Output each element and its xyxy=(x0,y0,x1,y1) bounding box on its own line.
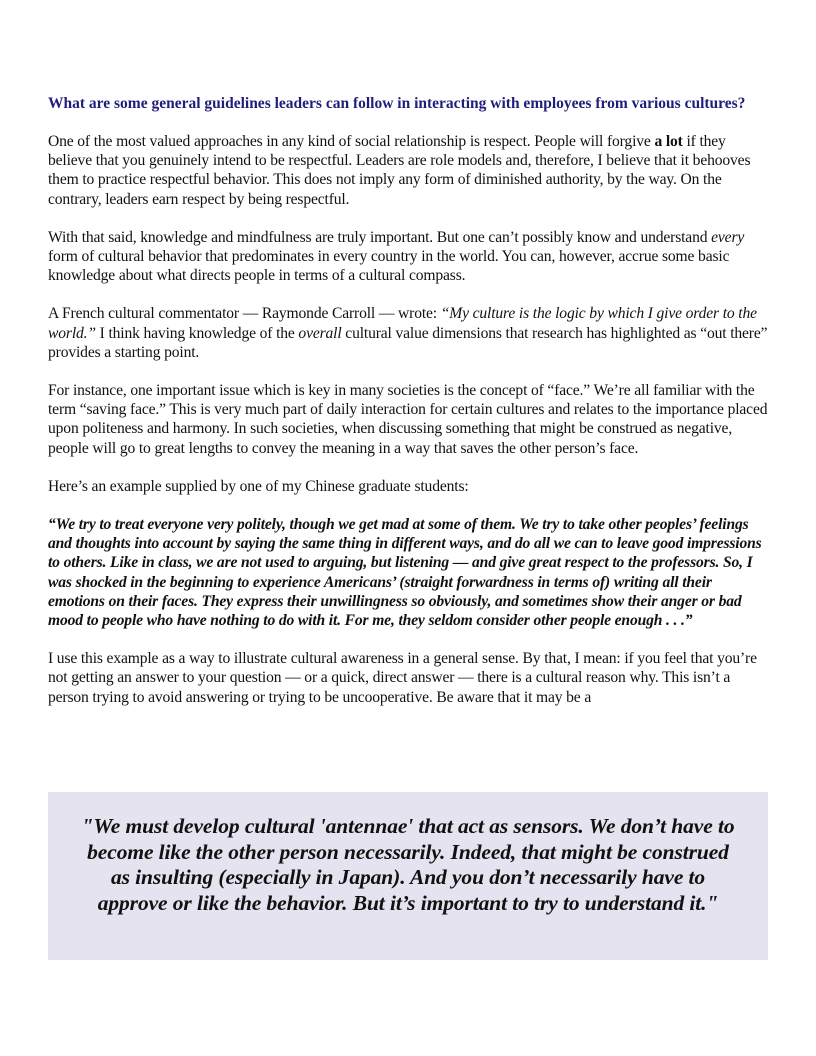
paragraph-knowledge xyxy=(48,228,768,286)
paragraph-respect-text-1: One of the most valued approaches in any kind of social relationship is respect. People will forgive xyxy=(48,133,655,150)
paragraph-knowledge-text-1: With that said, knowledge and mindfulness are truly important. But one can’t possibly know and understand xyxy=(48,228,712,246)
pull-quote-box xyxy=(48,792,768,960)
paragraph-example-intro: Here’s an example supplied by one of my Chinese graduate students: xyxy=(48,477,469,495)
carroll-quote: “My culture is the logic by which I give order to the world.” xyxy=(48,305,757,342)
paragraph-knowledge-text-2: form of cultural behavior that predominates in every country in the world. You can, however, accrue some basic knowledge about what directs people in terms of a cultural compass. xyxy=(48,248,730,285)
section-heading: What are some general guidelines leaders can follow in interacting with employees from various cultures? xyxy=(48,95,746,112)
student-quote: “We try to treat everyone very politely, though we get mad at some of them. We try to take other peoples’ feelings and thoughts into account by saying the same thing in different ways, and do all we can to leave good impressions to others. Like in class, we are not used to arguing, but listening — and give great respect to the professors. So, I was shocked in the beginning to experience Americans’ (straight forwardness in terms of) writing all their emotions on their faces. They express their unwillingness so obviously, and sometimes show their anger or bad mood to people who have nothing to do with it. For me, they seldom consider other people enough . . .” xyxy=(48,516,762,630)
paragraph-respect-text-2: if they believe that you genuinely intend to be respectful. Leaders are role models and, therefore, I believe that it behooves them to practice respectful behavior. This does not imply any form of diminished authority, by the way. On the contrary, leaders earn respect by being respectful. xyxy=(48,133,751,208)
paragraph-carroll xyxy=(48,304,768,362)
paragraph-carroll-text-3: cultural value dimensions that research has highlighted as “out there” provides a starting point. xyxy=(48,324,768,361)
paragraph-respect xyxy=(48,132,768,209)
paragraph-carroll-text-2: I think having knowledge of the xyxy=(95,324,299,342)
paragraph-carroll-emphasis: overall xyxy=(298,324,342,342)
paragraph-respect-emphasis: a lot xyxy=(654,133,683,150)
paragraph-awareness: I use this example as a way to illustrate cultural awareness in a general sense. By that, I mean: if you feel that you’re not getting an answer to your question — or a quick, direct answer — there is a cultural reason why. This isn’t a person trying to avoid answering or trying to be uncooperative. Be aware that it may be a xyxy=(48,650,757,706)
paragraph-face: For instance, one important issue which is key in many societies is the concept of “face.” We’re all familiar with the term “saving face.” This is very much part of daily interaction for certain cultures and relates to the importance placed upon politeness and harmony. In such societies, when discussing something that might be construed as negative, people will go to great lengths to convey the meaning in a way that saves the other person’s face. xyxy=(48,382,768,457)
paragraph-carroll-text-1: A French cultural commentator — Raymonde Carroll — wrote: xyxy=(48,305,441,323)
pull-quote-text: "We must develop cultural 'antennae' that act as sensors. We don’t have to become like the other person necessarily. Indeed, that might be construed as insulting (especially in Japan). And you don’t necessarily have to approve or like the behavior. But it’s important to try to understand it." xyxy=(81,814,735,915)
paragraph-knowledge-emphasis: every xyxy=(711,228,745,246)
article-body xyxy=(48,94,768,726)
